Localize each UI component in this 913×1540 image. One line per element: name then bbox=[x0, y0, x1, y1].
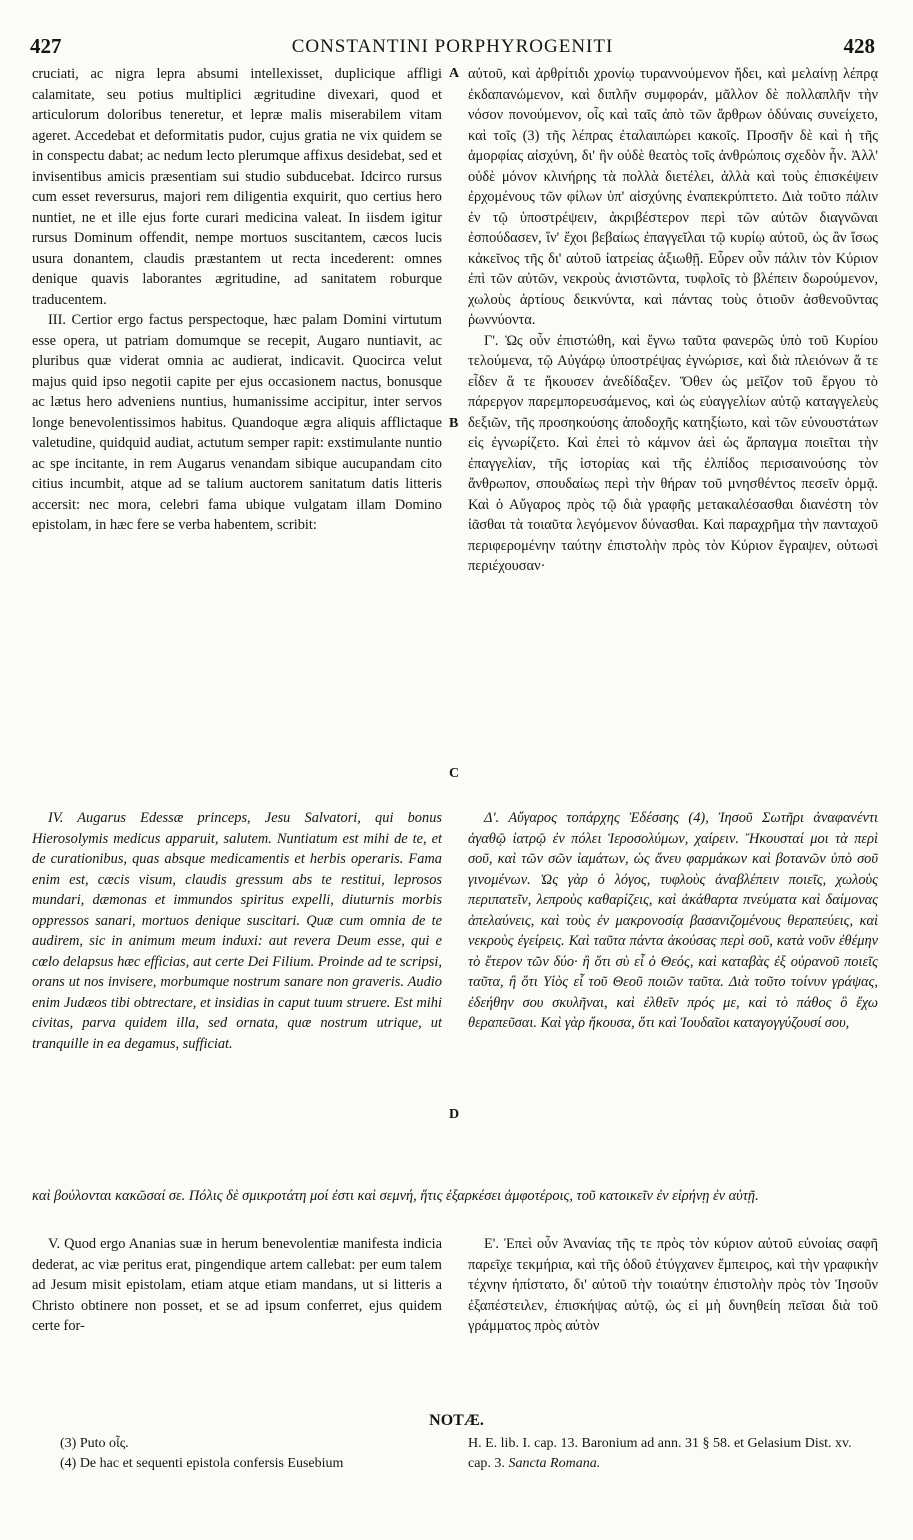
greek-paragraph-3: Γ'. Ὡς οὖν ἐπιστώθη, καὶ ἔγνω ταῦτα φανερῶς ὑπὸ τοῦ Κυρίου τελούμενα, τῷ Αὐγάρῳ ὑποστρέψας ἐγνώρισε, καὶ διὰ πλειόνων ἅ τε εἶδεν ἅ τε ἤκουσεν ἀνεδίδαξεν. Ὅθεν ὡς μεῖζον τοῦ ἔργου τὸ πάρεργον παρεμπορευσάμενος, καὶ ὡς εὐαγγελίων αὐτῷ καταγγελεὺς δεξιῶν, τῆς προσηκούσης ἀποδοχῆς κατηξίωτο, καὶ τῶν εὐνουστάτων εἰς ἐγνωρίζετο. Καὶ ἐπεὶ τὸ κάμνον ἀεὶ ὡς ἅρπαγμα ποιεῖται τὴν ἐπαγγελίαν, τῆς ἱστορίας καὶ τῆς ἐλπίδος περισαινούσης τὸν ἄνθρωπον, σπουδαίως περὶ τὴν θήραν τοῦ μνησθέντος πεσεῖν ὁρμᾷ. Καὶ ὁ Αὔγαρος πρὸς τῷ διὰ γραφῆς μετακαλέσασθαι διανέστη τὸν ἰᾶσθαι τὰ τοιαῦτα λεγόμενον δύνασθαι. Καὶ παραχρῆμα τὴν πανταχοῦ περιφερομένην ταύτην ἐπιστολὴν πρὸς τὸν Κύριον ἔγραψεν, οὑτωσὶ περιέχουσαν· bbox=[468, 332, 878, 574]
footnote-4-continued-text: H. E. lib. I. cap. 13. Baronium ad ann. 31 § 58. et Gelasium Dist. xv. cap. 3. bbox=[468, 1436, 852, 1471]
footnote-4: (4) De hac et sequenti epistola confersis Eusebium bbox=[60, 1456, 344, 1471]
margin-letter-c: C bbox=[449, 766, 460, 781]
page-header bbox=[30, 34, 875, 60]
latin-paragraph-5: V. Quod ergo Ananias suæ in herum benevolentiæ manifesta indicia dederat, ac viæ peritus erat, pingendique artem callebat: per eum talem ad Jesum misit epistolam, etiam atque etiam mandans, ut si litteris a Christo obtinere non posset, et se ad ipsum conferret, ejus quidem certe for- bbox=[32, 1236, 442, 1334]
greek-letter-spanning-line bbox=[32, 1186, 878, 1207]
latin-paragraph-4: IV. Augarus Edessæ princeps, Jesu Salvatori, qui bonus Hierosolymis medicus apparuit, salutem. Nuntiatum est mihi de te, et de curationibus, quas absque medicamentis et herbis operaris. Fama enim est, cæcis visum, claudis gressum abs te restitui, leprosos mundari, dæmonas et immundos spiritus expelli, diuturnis morbis oppressos sanari, mortuos denique suscitari. Quæ cum omnia de te audirem, sic in animum meum induxi: aut revera Deum esse, qui e cœlo delapsus hæc efficias, aut certe Dei Filium. Proinde ad te scripsi, orans ut nos invisere, morbumque nostrum sanare non graveris. Audio enim Judæos tibi obtrectare, et insidias in caput tuum struere. Est mihi civitas, parva quidem illa, sed ornata, quæ nostrum utrique, ut tranquille in ea degamus, sufficiat. bbox=[32, 810, 442, 1052]
greek-column-upper bbox=[468, 64, 878, 577]
latin-paragraph-3: III. Certior ergo factus perspectoque, hæc palam Domini virtutum esse opera, ut patriam domumque se recepit, Augaro nuntiavit, ac pluribus quæ viderat omnia ac audierat, indicavit. Quocirca velut majus quid ipso negotii capite per ejus occasionem nactus, bonusque ac lætus hero adveniens nuntius, humanissime accipitur, inter servos longe benevolentissimos habitus. Quandoque ægra aliquis afflictaque valetudine, quidquid audiat, actutum semper rapit: exstimulante nuntio ac spe incitante, in rem Augarus venandam sibique aucupandam cito citius incumbit, atque ad se talium auctorem sanitatum datis litteris accersit: nec mora, celebri fama ubique vulgatam illam Domino epistolam, in hæc fere se verba habentem, scribit: bbox=[32, 312, 442, 533]
margin-letter-d: D bbox=[449, 1107, 460, 1122]
notes-heading: NOTÆ. bbox=[429, 1412, 484, 1429]
latin-column-upper bbox=[32, 64, 442, 536]
greek-paragraph-5: Ε'. Ἐπεὶ οὖν Ἀνανίας τῆς τε πρὸς τὸν κύριον αὐτοῦ εὐνοίας σαφῆ παρεῖχε τεκμήρια, καὶ τῆς ὁδοῦ ἐτύγχανεν ἔμπειρος, καὶ τὴν γραφικὴν τέχνην ἠπίστατο, δι' αὐτοῦ τὴν τοιαύτην ἐπιστολὴν πρὸς τὸν Ἰησοῦν ἐξαπέστειλεν, ἐπισκήψας αὐτῷ, ὡς εἰ μὴ δυνηθείη πεῖσαι διὰ τοῦ γράμματος πρὸς αὐτὸν bbox=[468, 1236, 878, 1334]
greek-letter-ending: καὶ βούλονται κακῶσαί σε. Πόλις δὲ σμικροτάτη μοί ἐστι καὶ σεμνή, ἥτις ἐξαρκέσει ἀμφοτέροις, τοῦ κατοικεῖν ἐν εἰρήνῃ ἐν αὐτῇ. bbox=[32, 1188, 759, 1204]
greek-column-lower bbox=[468, 1234, 878, 1337]
latin-letter-of-augarus bbox=[32, 808, 442, 1054]
footnote-3: (3) Puto οἷς. bbox=[60, 1436, 129, 1451]
greek-letter-of-augarus bbox=[468, 808, 878, 1034]
page-number-right: 428 bbox=[843, 34, 875, 58]
latin-column-lower bbox=[32, 1234, 442, 1337]
latin-paragraph-1: cruciati, ac nigra lepra absumi intellexisset, duplicique affligi calamitate, seu potius multiplici ægritudine divexari, quod et articulorum doloribus teneretur, et lepræ malis miserabilem vitam ageret. Accedebat et deformitatis pudor, cujus gratia ne vix quidem se in conspectu dabat; ac nedum lecto plerumque affixus desidebat, sed et invisentibus amicis præsentiam sui studio subducebat. Idcirco rursus cum esset reversurus, majori rem diligentia exquirit, quo certius hero nuntiet, ne et ille ejus forte curari medicina valeat. In iisdem igitur rursus Dominum offendit, nempe mortuos suscitantem, cæcos lucis usura donantem, claudis præstantem ut recta incederent: omnes denique quavis laborantes ægritudine, ad sanitatem roburque traducentem. bbox=[32, 66, 442, 308]
margin-letter-b: B bbox=[449, 416, 459, 431]
greek-paragraph-1: αὐτοῦ, καὶ ἀρθρίτιδι χρονίῳ τυραννούμενον ἤδει, καὶ μελαίνῃ λέπρᾳ ἐκδαπανώμενον, καὶ διπλῆν συμφοράν, μᾶλλον δὲ πολλαπλῆν τὴν νόσον πονούμενον, οἷς καὶ ταῖς ἀπὸ τῶν ἄρθρων ὀδύναις συνείχετο, καὶ τοῖς (3) τῆς λέπρας ἐταλαιπώρει κακοῖς. Προσῆν δὲ καὶ ἡ τῆς ἀμορφίας αἰσχύνη, δι' ἣν οὐδὲ θεατὸς τοῖς ἀνθρώποις σχεδὸν ἦν. Ἀλλ' οὐδὲ μόνον κλινήρης τὰ πολλὰ διετέλει, ἀλλὰ καὶ τοὺς ἐπισκέψειν ἐρχομένους τῶν φίλων ὑπ' αἰσχύνης ἐναπεκρύπτετο. Διὰ τοῦτο πάλιν ἐν τῷ ὑποστρέψειν, ἀκριβέστερον περὶ τῶν αὐτῶν διαγνῶναι ἐσπούδασεν, ἵν' ἔχοι βεβαίως ἐπαγγεῖλαι τῷ κυρίῳ αὐτοῦ, ὡς ἂν ἴσως κἀκεῖνος τῆς δι' αὐτοῦ ἰατρείας ἀξιωθῇ. Εὗρεν οὖν πάλιν τὸν Κύριον ἐπὶ τῶν αὐτῶν, νεκροὺς ἀνιστῶντα, τυφλοῖς τὸ βλέπειν δωρούμενον, χωλοὺς ἀρτίους δεικνύντα, καὶ πάντας τοὺς ὁτιοῦν ἀσθενοῦντας ῥωννύοντα. bbox=[468, 66, 878, 328]
running-title: CONSTANTINI PORPHYROGENITI bbox=[291, 36, 614, 57]
footnote-4-continued-italic: Sancta Romana. bbox=[508, 1456, 601, 1471]
footnote-4-continued bbox=[468, 1434, 878, 1474]
margin-letter-a: A bbox=[449, 66, 460, 81]
page-number-left: 427 bbox=[30, 34, 62, 58]
greek-paragraph-4: Δ'. Αὔγαρος τοπάρχης Ἐδέσσης (4), Ἰησοῦ Σωτῆρι ἀναφανέντι ἀγαθῷ ἰατρῷ ἐν πόλει Ἱεροσολύμων, χαίρειν. Ἤκουσταί μοι τὰ περὶ σοῦ, καὶ τῶν σῶν ἰαμάτων, ὡς ἄνευ φαρμάκων καὶ βοτανῶν ὑπὸ σοῦ γινομένων. Ὡς γὰρ ὁ λόγος, τυφλοὺς ἀναβλέπειν ποιεῖς, χωλοὺς περιπατεῖν, λεπροὺς καθαρίζεις, καὶ ἀκάθαρτα πνεύματα καὶ δαίμονας ἀπελαύνεις, καὶ τοὺς ἐν μακρονοσίᾳ βασανιζομένους θεραπεύεις, καὶ νεκροὺς ἐγείρεις. Καὶ ταῦτα πάντα ἀκούσας περὶ σοῦ, κατὰ νοῦν ἐθέμην τὸ ἕτερον τῶν δύο· ἢ ὅτι σὺ εἶ ὁ Θεός, καὶ καταβὰς ἐξ οὐρανοῦ ποιεῖς ταῦτα, ἢ ὅτι Υἱὸς εἶ τοῦ Θεοῦ ποιῶν ταῦτα. Διὰ τοῦτο τοίνυν γράψας, ἐδεήθην σου σκυλῆναι, καὶ ἐλθεῖν πρός με, καὶ τὸ πάθος ὃ ἔχω θεραπεῦσαι. Καὶ γὰρ ἤκουσα, ὅτι καὶ Ἰουδαῖοι καταγογγύζουσί σου, bbox=[468, 810, 878, 1031]
